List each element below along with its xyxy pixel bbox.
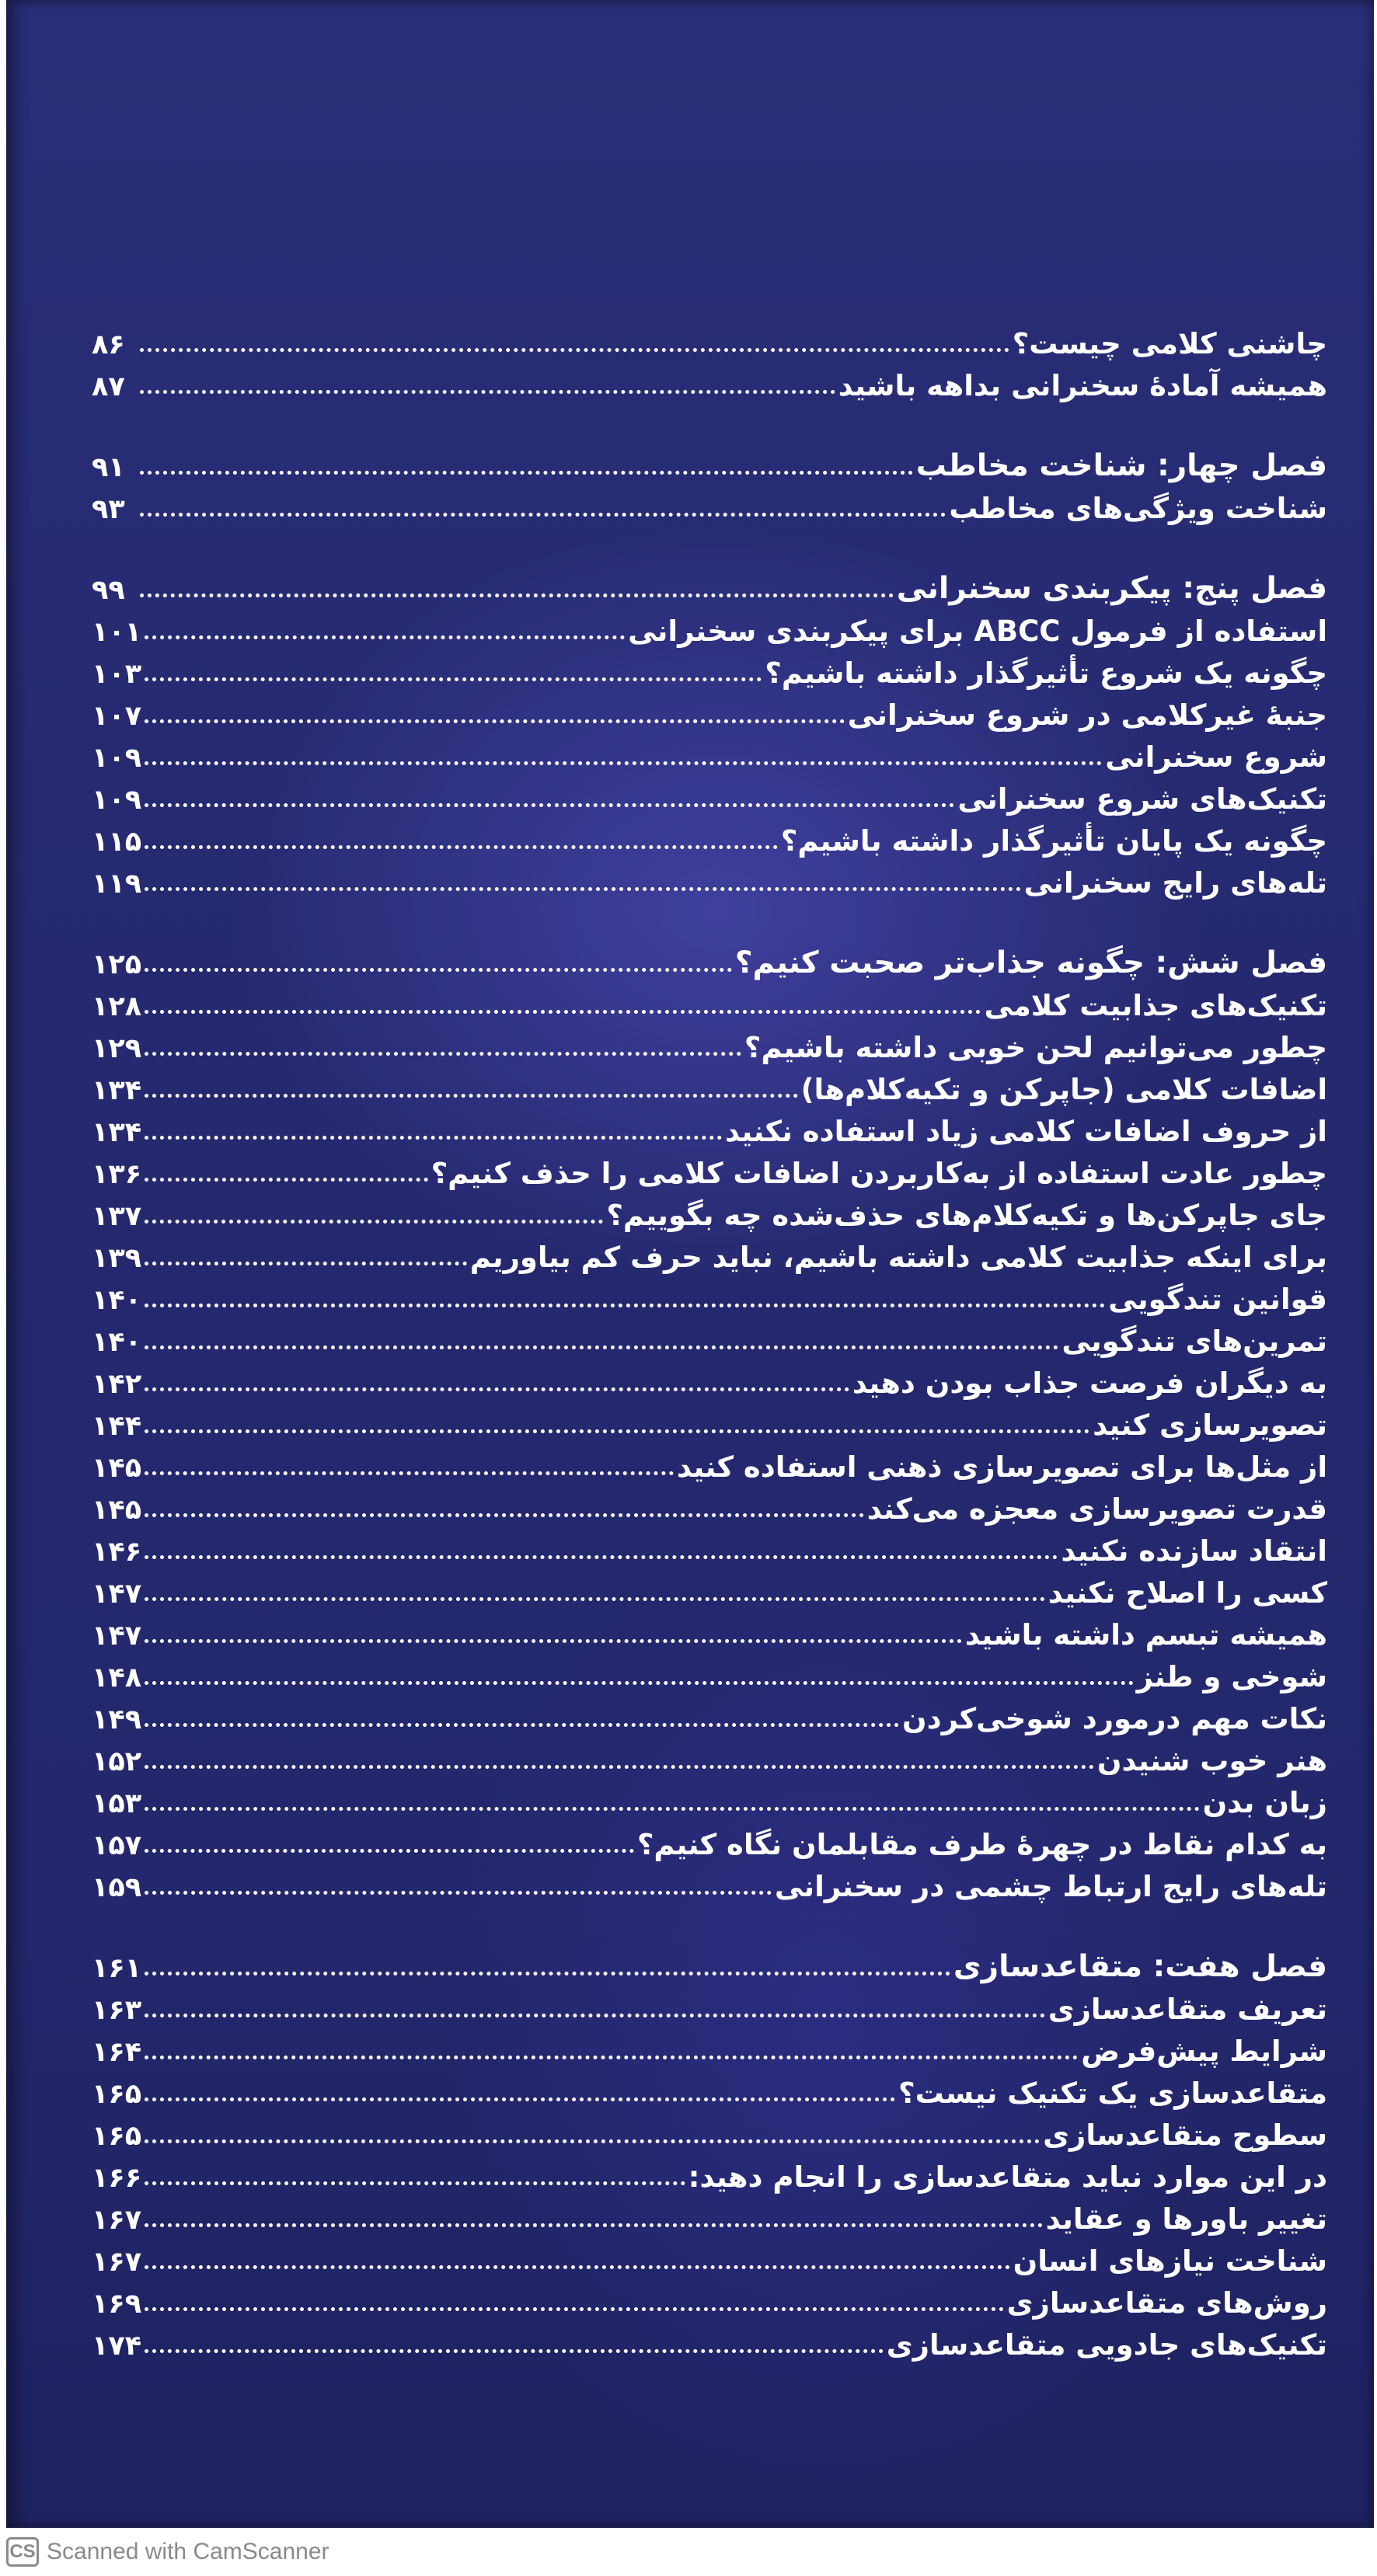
toc-entry	[92, 1777, 1327, 1819]
dot-leader	[145, 1429, 1089, 1433]
entry-title: در این موارد نباید متقاعدسازی را انجام دهید:	[688, 2160, 1327, 2194]
dot-leader	[145, 1849, 634, 1853]
entry-title: تکنیک‌های شروع سخنرانی	[957, 782, 1327, 816]
entry-title: سطوح متقاعدسازی	[1043, 2118, 1327, 2152]
chapter-heading-row	[92, 938, 1327, 980]
toc-entry	[92, 2320, 1327, 2362]
chapter-title: فصل چهار: شناخت مخاطب	[915, 448, 1327, 483]
entry-title: چطور عادت استفاده از به‌کاربردن اضافات کلامی را حذف کنیم؟	[431, 1157, 1327, 1190]
dot-leader	[145, 2223, 1043, 2227]
entry-title: انتقاد سازنده نکنید	[1061, 1534, 1327, 1568]
page-number: ۱۲۸	[92, 991, 142, 1022]
dot-leader	[145, 1052, 741, 1056]
dot-leader	[140, 513, 946, 517]
entry-title: چاشنی کلامی چیست؟	[1012, 327, 1327, 360]
entry-title: تله‌های رایج سخنرانی	[1023, 866, 1327, 900]
page-number: ۱۷۴	[92, 2331, 142, 2362]
entry-title: به دیگران فرصت جذاب بودن دهید	[852, 1366, 1327, 1400]
dot-leader	[145, 1136, 722, 1140]
page-number: ۱۴۷	[92, 1620, 142, 1652]
dot-leader	[145, 1807, 1200, 1811]
page-number: ۱۴۲	[92, 1369, 142, 1400]
page-number: ۱۳۷	[92, 1201, 142, 1232]
toc-section	[92, 319, 1327, 402]
entry-title: به کدام نقاط در چهرهٔ طرف مقابلمان نگاه کنیم؟	[636, 1828, 1327, 1861]
dot-leader	[145, 1891, 772, 1895]
toc-entry	[92, 858, 1327, 900]
entry-title: قدرت تصویرسازی معجزه می‌کند	[866, 1492, 1327, 1526]
dot-leader	[145, 2056, 1078, 2059]
entry-title: شوخی و طنز	[1136, 1660, 1327, 1694]
toc-entry	[92, 606, 1327, 648]
toc-entry	[92, 1861, 1327, 1903]
dot-leader	[140, 390, 835, 394]
page-number: ۱۱۵	[92, 827, 142, 858]
page-number: ۱۶۶	[92, 2163, 142, 2194]
page-number: ۱۴۸	[92, 1662, 142, 1694]
entry-title: اضافات کلامی (جاپرکن و تکیه‌کلام‌ها)	[800, 1073, 1327, 1106]
dot-leader	[145, 1220, 603, 1224]
entry-title: کسی را اصلاح نکنید	[1048, 1576, 1327, 1610]
entry-title: جنبهٔ غیرکلامی در شروع سخنرانی	[847, 698, 1327, 732]
dot-leader	[145, 2097, 895, 2101]
dot-leader	[145, 2265, 1010, 2269]
page-number: ۱۳۹	[92, 1243, 142, 1274]
dot-leader	[145, 803, 954, 807]
entry-title: زبان بدن	[1202, 1786, 1327, 1819]
chapter-title: فصل پنج: پیکربندی سخنرانی	[896, 571, 1327, 606]
entry-title: شروع سخنرانی	[1105, 740, 1327, 774]
entry-title: نکات مهم درمورد شوخی‌کردن	[902, 1702, 1327, 1735]
toc-section	[92, 564, 1327, 900]
toc-entry	[92, 2152, 1327, 2194]
toc-entry	[92, 360, 1327, 402]
toc-entry	[92, 1316, 1327, 1358]
page-number: ۱۰۱	[92, 617, 142, 648]
entry-title: تمرین‌های تندگویی	[1062, 1325, 1327, 1358]
page-number: ۱۶۴	[92, 2037, 142, 2068]
entry-title: استفاده از فرمول ABCC برای پیکربندی سخنرانی	[628, 614, 1327, 648]
toc-entry	[92, 1064, 1327, 1106]
page-number: ۹۹	[92, 575, 125, 606]
toc-entry	[92, 980, 1327, 1022]
toc-entry	[92, 1819, 1327, 1861]
entry-title: شناخت ویژگی‌های مخاطب	[949, 492, 1327, 525]
page-number: ۱۴۵	[92, 1495, 142, 1526]
page-number: ۸۶	[92, 329, 125, 360]
toc-entry	[92, 1232, 1327, 1274]
toc-entry	[92, 1106, 1327, 1148]
page-number: ۱۶۱	[92, 1953, 142, 1984]
dot-leader	[145, 1681, 1133, 1685]
book-page	[6, 0, 1374, 2528]
toc-entry	[92, 319, 1327, 360]
chapter-title: فصل هفت: متقاعدسازی	[953, 1949, 1327, 1984]
dot-leader	[145, 1723, 899, 1727]
page-number: ۱۵۲	[92, 1746, 142, 1777]
toc-entry	[92, 1735, 1327, 1777]
dot-leader	[145, 1262, 467, 1265]
entry-title: تعریف متقاعدسازی	[1048, 1993, 1327, 2026]
page-number: ۱۶۵	[92, 2079, 142, 2110]
toc-entry	[92, 1442, 1327, 1484]
dot-leader	[145, 1471, 674, 1475]
page-number: ۹۳	[92, 494, 125, 525]
dot-leader	[145, 761, 1102, 765]
entry-title: قوانین تندگویی	[1108, 1283, 1327, 1316]
dot-leader	[145, 1345, 1058, 1349]
toc-entry	[92, 732, 1327, 774]
dot-leader	[145, 968, 732, 972]
chapter-heading-row	[92, 441, 1327, 483]
entry-title: تصویرسازی کنید	[1093, 1408, 1327, 1442]
toc-entry	[92, 2194, 1327, 2236]
toc-entry	[92, 816, 1327, 858]
entry-title: شناخت نیازهای انسان	[1013, 2244, 1327, 2278]
entry-title: چگونه یک پایان تأثیرگذار داشته باشیم؟	[780, 824, 1327, 858]
toc-entry	[92, 2236, 1327, 2278]
entry-title: از مثل‌ها برای تصویرسازی ذهنی استفاده کنید	[676, 1450, 1327, 1484]
scanner-watermark	[6, 2534, 472, 2570]
toc-entry	[92, 1190, 1327, 1232]
entry-title: روش‌های متقاعدسازی	[1006, 2286, 1327, 2320]
toc-entry	[92, 2026, 1327, 2068]
toc-entry	[92, 483, 1327, 525]
page-number: ۱۰۹	[92, 743, 142, 774]
toc-entry	[92, 1148, 1327, 1190]
dot-leader	[145, 1513, 864, 1517]
page-number: ۱۴۹	[92, 1704, 142, 1735]
dot-leader	[145, 2139, 1040, 2143]
page-number: ۱۴۵	[92, 1453, 142, 1484]
page-number: ۱۰۳	[92, 659, 142, 690]
page-number: ۱۱۹	[92, 869, 142, 900]
camscanner-logo: CS	[6, 2537, 39, 2567]
toc-entry	[92, 774, 1327, 816]
toc-entry	[92, 1400, 1327, 1442]
dot-leader	[145, 1972, 950, 1976]
toc-entry	[92, 1358, 1327, 1400]
dot-leader	[145, 2014, 1045, 2017]
watermark-text: Scanned with CamScanner	[47, 2539, 329, 2564]
page-number: ۱۶۷	[92, 2205, 142, 2236]
toc-entry	[92, 1984, 1327, 2026]
toc-entry	[92, 1484, 1327, 1526]
entry-title: همیشه تبسم داشته باشید	[964, 1618, 1327, 1652]
entry-title: هنر خوب شنیدن	[1096, 1744, 1327, 1777]
page-number: ۱۳۴	[92, 1075, 142, 1106]
page-number: ۱۴۰	[92, 1327, 142, 1358]
entry-title: متقاعدسازی یک تکنیک نیست؟	[898, 2076, 1327, 2110]
dot-leader	[145, 1304, 1105, 1307]
dot-leader	[145, 1597, 1044, 1601]
dot-leader	[140, 348, 1009, 352]
toc-entry	[92, 1694, 1327, 1735]
page-number: ۱۶۹	[92, 2289, 142, 2320]
dot-leader	[145, 2307, 1004, 2311]
dot-leader	[145, 1765, 1094, 1769]
page-number: ۱۴۴	[92, 1411, 142, 1442]
toc-entry	[92, 1568, 1327, 1610]
page-number: ۱۴۶	[92, 1537, 142, 1568]
page-number: ۱۵۹	[92, 1872, 142, 1903]
toc-entry	[92, 648, 1327, 690]
entry-title: تله‌های رایج ارتباط چشمی در سخنرانی	[774, 1870, 1327, 1903]
page-number: ۱۴۷	[92, 1579, 142, 1610]
dot-leader	[145, 2181, 685, 2185]
dot-leader	[145, 1010, 981, 1014]
entry-title: تکنیک‌های جذابیت کلامی	[984, 989, 1327, 1022]
toc-entry	[92, 2110, 1327, 2152]
dot-leader	[145, 845, 778, 849]
dot-leader	[140, 471, 913, 475]
entry-title: تغییر باورها و عقاید	[1045, 2202, 1327, 2236]
toc-entry	[92, 690, 1327, 732]
dot-leader	[140, 594, 894, 597]
entry-title: همیشه آمادهٔ سخنرانی بداهه باشید	[838, 369, 1327, 402]
page-number: ۱۳۴	[92, 1117, 142, 1148]
page-number: ۱۶۷	[92, 2247, 142, 2278]
entry-title: برای اینکه جذابیت کلامی داشته باشیم، نباید حرف کم بیاوریم	[469, 1241, 1327, 1274]
dot-leader	[145, 719, 845, 723]
page-number: ۹۱	[92, 452, 125, 483]
toc-entry	[92, 1610, 1327, 1652]
chapter-title: فصل شش: چگونه جذاب‌تر صحبت کنیم؟	[734, 945, 1327, 980]
toc-section	[92, 938, 1327, 1903]
entry-title: شرایط پیش‌فرض	[1081, 2035, 1327, 2068]
chapter-heading-row	[92, 564, 1327, 606]
page-number: ۱۰۹	[92, 785, 142, 816]
dot-leader	[145, 887, 1021, 891]
toc-entry	[92, 2068, 1327, 2110]
dot-leader	[145, 1387, 849, 1391]
toc-entry	[92, 2278, 1327, 2320]
entry-title: چگونه یک شروع تأثیرگذار داشته باشیم؟	[765, 656, 1327, 690]
entry-title: از حروف اضافات کلامی زیاد استفاده نکنید	[724, 1115, 1327, 1148]
entry-title: تکنیک‌های جادویی متقاعدسازی	[886, 2328, 1327, 2362]
dot-leader	[145, 1639, 962, 1643]
toc-section	[92, 441, 1327, 525]
dot-leader	[145, 1555, 1058, 1559]
toc-section	[92, 1942, 1327, 2362]
page-number: ۱۲۵	[92, 949, 142, 980]
page-number: ۸۷	[92, 371, 125, 402]
page-number: ۱۶۵	[92, 2121, 142, 2152]
entry-title: چطور می‌توانیم لحن خوبی داشته باشیم؟	[744, 1031, 1327, 1064]
toc-entry	[92, 1526, 1327, 1568]
page-number: ۱۲۹	[92, 1033, 142, 1064]
toc-entry	[92, 1652, 1327, 1694]
dot-leader	[145, 1094, 797, 1098]
entry-title: جای جاپرکن‌ها و تکیه‌کلام‌های حذف‌شده چه بگوییم؟	[606, 1199, 1327, 1232]
page-number: ۱۰۷	[92, 701, 142, 732]
toc-entry	[92, 1274, 1327, 1316]
page-number: ۱۵۷	[92, 1830, 142, 1861]
page-number: ۱۳۶	[92, 1159, 142, 1190]
page-number: ۱۴۰	[92, 1285, 142, 1316]
dot-leader	[145, 1178, 428, 1182]
toc-entry	[92, 1022, 1327, 1064]
table-of-contents	[92, 319, 1327, 2400]
dot-leader	[145, 677, 762, 681]
page-number: ۱۵۳	[92, 1788, 142, 1819]
chapter-heading-row	[92, 1942, 1327, 1984]
page-number: ۱۶۳	[92, 1995, 142, 2026]
dot-leader	[145, 635, 625, 639]
dot-leader	[145, 2349, 884, 2353]
